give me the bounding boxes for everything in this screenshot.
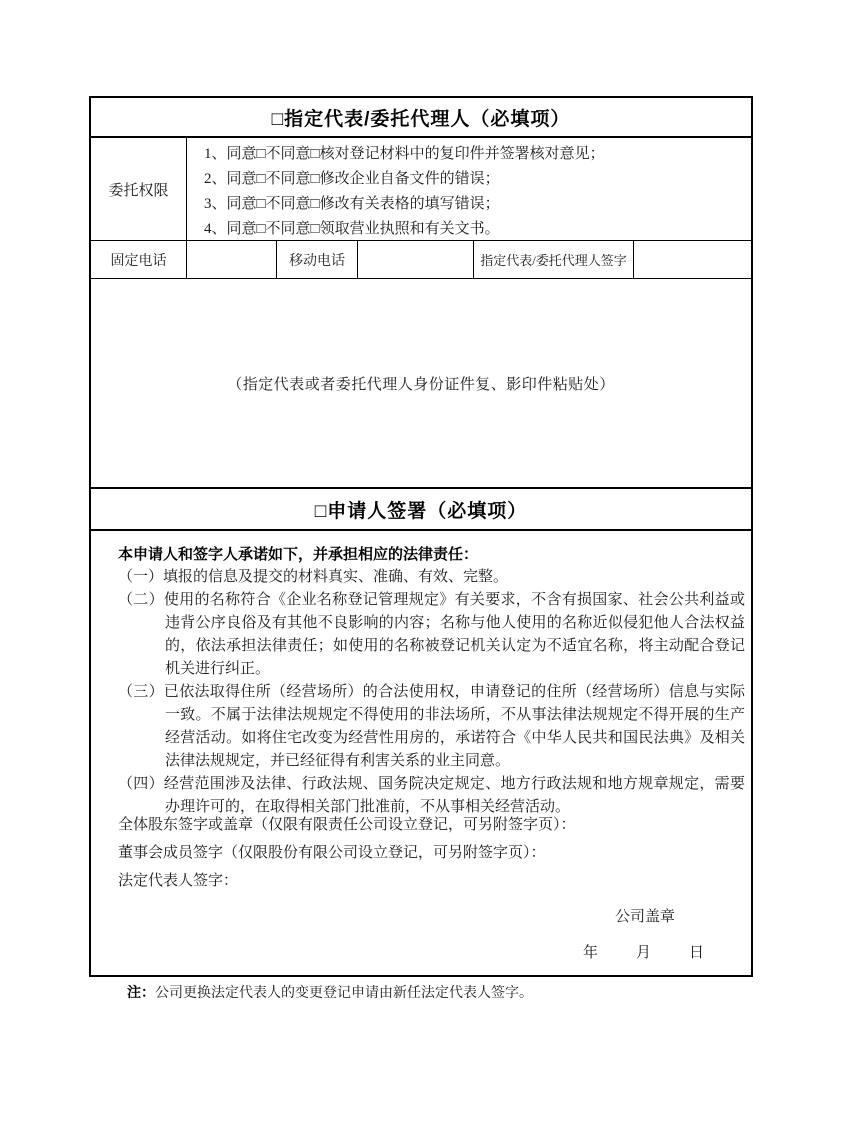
section2-header [91, 489, 751, 531]
commitment-item-1 [118, 566, 745, 589]
commitment-block [91, 531, 751, 819]
delegated-authority-label: 委托权限 [108, 182, 169, 199]
section1-header [91, 98, 751, 138]
board-members-signature-line[interactable]: 董事会成员签字（仅限股份有限公司设立登记，可另附签字页）： [118, 845, 546, 861]
applicant-signature-cell [91, 531, 751, 975]
company-seal-label: 公司盖章 [615, 909, 676, 925]
shareholders-signature-line[interactable]: 全体股东签字或盖章（仅限有限责任公司设立登记，可另附签字页）： [118, 817, 576, 833]
commitment-item-3 [118, 681, 745, 773]
fixed-phone-input[interactable] [187, 241, 277, 278]
footnote-text: 公司更换法定代表人的变更登记申请由新任法定代表人签字。 [155, 986, 533, 1001]
commitment-item-3-text: 已依法取得住所（经营场所）的合法使用权，申请登记的住所（经营场所）信息与实际一致。不属于法律法规规定不得使用的非法场所，不从事法律法规规定不得开展的生产经营活动。如将住宅改变为经营性用房的，承诺符合《中华人民共和国民法典》及相关法律法规规定，并已经征得有利害关系的业主同意。 [163, 684, 745, 769]
date-line [583, 941, 704, 962]
authority-item-1: 1、同意□不同意□核对登记材料中的复印件并签署核对意见； [204, 145, 605, 162]
commitment-item-1-label: （一） [118, 569, 164, 585]
authority-item-2: 2、同意□不同意□修改企业自备文件的错误； [204, 170, 500, 187]
application-form-table [89, 96, 753, 977]
id-copy-paste-area [91, 279, 751, 489]
commitment-item-4-label: （四） [118, 776, 164, 792]
commitment-item-2-text: 使用的名称符合《企业名称登记管理规定》有关要求，不含有损国家、社会公共利益或违背公序良俗及有其他不良影响的内容；名称与他人使用的名称近似侵犯他人合法权益的，依法承担法律责任；如使用的名称被登记机关认定为不适宜名称，将主动配合登记机关进行纠正。 [163, 592, 745, 677]
commitment-item-2 [118, 589, 745, 681]
date-day-label[interactable]: 日 [689, 945, 705, 961]
agent-signature-input[interactable] [634, 241, 751, 278]
commitment-item-2-label: （二） [118, 592, 164, 608]
authority-item-4: 4、同意□不同意□领取营业执照和有关文书。 [204, 220, 500, 237]
id-copy-paste-caption: （指定代表或者委托代理人身份证件复、影印件粘贴处） [227, 376, 615, 393]
legal-representative-signature-line[interactable]: 法定代表人签字： [118, 873, 239, 889]
commitment-item-4-text: 经营范围涉及法律、行政法规、国务院决定规定、地方行政法规和地方规章规定，需要办理许可的，在取得相关部门批准前，不从事相关经营活动。 [163, 776, 745, 815]
date-year-label[interactable]: 年 [583, 945, 599, 961]
agent-signature-label: 指定代表/委托代理人签字 [474, 241, 634, 278]
commitment-item-3-label: （三） [118, 684, 164, 700]
mobile-phone-input[interactable] [358, 241, 474, 278]
authority-item-3: 3、同意□不同意□修改有关表格的填写错误； [204, 195, 500, 212]
section2-title: □申请人签署（必填项） [314, 500, 528, 522]
delegated-authority-row [91, 138, 751, 241]
footnote-label: 注： [127, 984, 155, 1000]
section1-title: □指定代表/委托代理人（必填项） [271, 108, 571, 130]
mobile-phone-label: 移动电话 [277, 241, 358, 278]
date-month-label[interactable]: 月 [636, 945, 652, 961]
delegated-authority-label-cell [91, 138, 187, 240]
delegated-authority-items-cell [187, 138, 751, 240]
commitment-intro: 本申请人和签字人承诺如下，并承担相应的法律责任： [118, 546, 479, 563]
commitment-item-1-text: 填报的信息及提交的材料真实、准确、有效、完整。 [163, 569, 509, 585]
contact-row [91, 241, 751, 279]
footnote [127, 982, 533, 1002]
fixed-phone-label: 固定电话 [91, 241, 187, 278]
